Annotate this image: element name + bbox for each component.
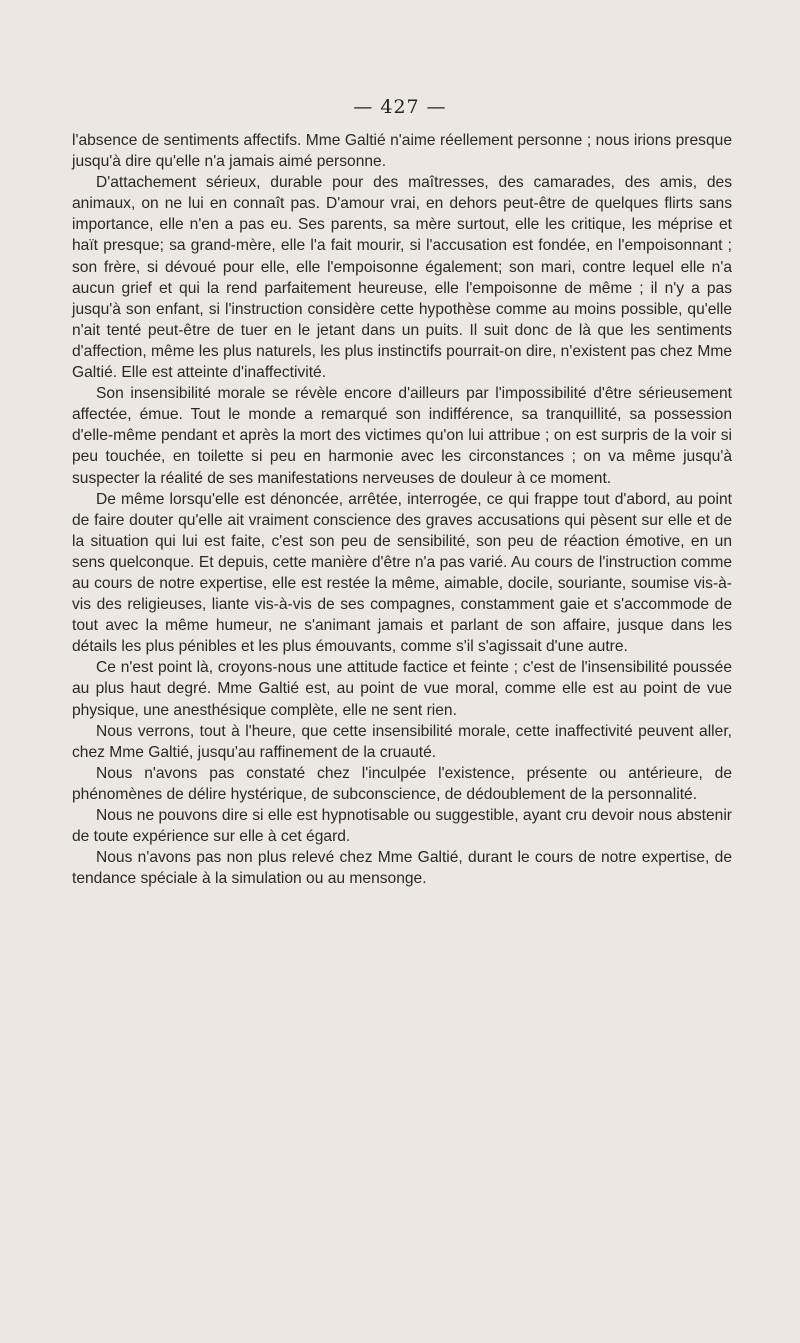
paragraph: Nous ne pouvons dire si elle est hypnotisable ou suggestible, ayant cru devoir nous abstenir de toute expérience sur elle à cet égard. — [72, 807, 732, 846]
paragraph: De même lorsqu'elle est dénoncée, arrêtée, interrogée, ce qui frappe tout d'abord, au point de faire douter qu'elle ait vraiment conscience des graves accusations qui pèsent sur elle et de la situation qui lui est faite, c'est son peu de sensibilité, son peu de réaction émotive, en un sens quelconque. Et depuis, cette manière d'être n'a pas varié. Au cours de l'instruction comme au cours de notre expertise, elle est restée la même, aimable, docile, souriante, soumise vis-à-vis des religieuses, liante vis-à-vis de ses compagnes, constamment gaie et s'accommode de tout avec la même humeur, ne s'animant jamais et parlant de son affaire, jusque dans les détails les plus pénibles et les plus émouvants, comme s'il s'agissait d'une autre. — [72, 490, 732, 656]
paragraph: l'absence de sentiments affectifs. Mme Galtié n'aime réellement personne ; nous irions presque jusqu'à dire qu'elle n'a jamais aimé personne. — [72, 132, 732, 171]
body-text — [72, 130, 732, 889]
page-number: — 427 — — [353, 96, 447, 118]
paragraph: Nous n'avons pas constaté chez l'inculpée l'existence, présente ou antérieure, de phénomènes de délire hystérique, de subconscience, de dédoublement de la personnalité. — [72, 764, 732, 803]
paragraph: Son insensibilité morale se révèle encore d'ailleurs par l'impossibilité d'être sérieusement affectée, émue. Tout le monde a remarqué son indifférence, sa tranquillité, sa possession d'elle-même pendant et après la mort des victimes qu'on lui attribue ; on est surpris de la voir si peu touchée, en toilette si peu en harmonie avec les circonstances ; on va même jusqu'à suspecter la réalité de ses manifestations nerveuses de douleur à ce moment. — [72, 385, 732, 487]
paragraph: Nous verrons, tout à l'heure, que cette insensibilité morale, cette inaffectivité peuvent aller, chez Mme Galtié, jusqu'au raffinement de la cruauté. — [72, 722, 732, 761]
paragraph: Nous n'avons pas non plus relevé chez Mme Galtié, durant le cours de notre expertise, de tendance spéciale à la simulation ou au mensonge. — [72, 849, 732, 888]
paragraph: Ce n'est point là, croyons-nous une attitude factice et feinte ; c'est de l'insensibilité poussée au plus haut degré. Mme Galtié est, au point de vue moral, comme elle est au point de vue physique, une anesthésique complète, elle ne sent rien. — [72, 659, 732, 719]
paragraph: D'attachement sérieux, durable pour des maîtresses, des camarades, des amis, des animaux, on ne lui en connaît pas. D'amour vrai, en dehors peut-être de quelques flirts sans importance, elle n'en a pas eu. Ses parents, sa mère surtout, elle les critique, les méprise et haït presque; sa grand-mère, elle l'a fait mourir, si l'accusation est fondée, en l'empoisonnant ; son frère, si dévoué pour elle, elle l'empoisonne également; son mari, contre lequel elle n'a aucun grief et qui la rend parfaitement heureuse, elle l'empoisonne de même ; il n'y a pas jusqu'à son enfant, si l'instruction considère cette hypothèse comme au moins possible, qu'elle n'ait tenté peut-être de tuer en le jetant dans un puits. Il suit donc de là que les sentiments d'affection, même les plus naturels, les plus instinctifs pourrait-on dire, n'existent pas chez Mme Galtié. Elle est atteinte d'inaffectivité. — [72, 174, 732, 382]
